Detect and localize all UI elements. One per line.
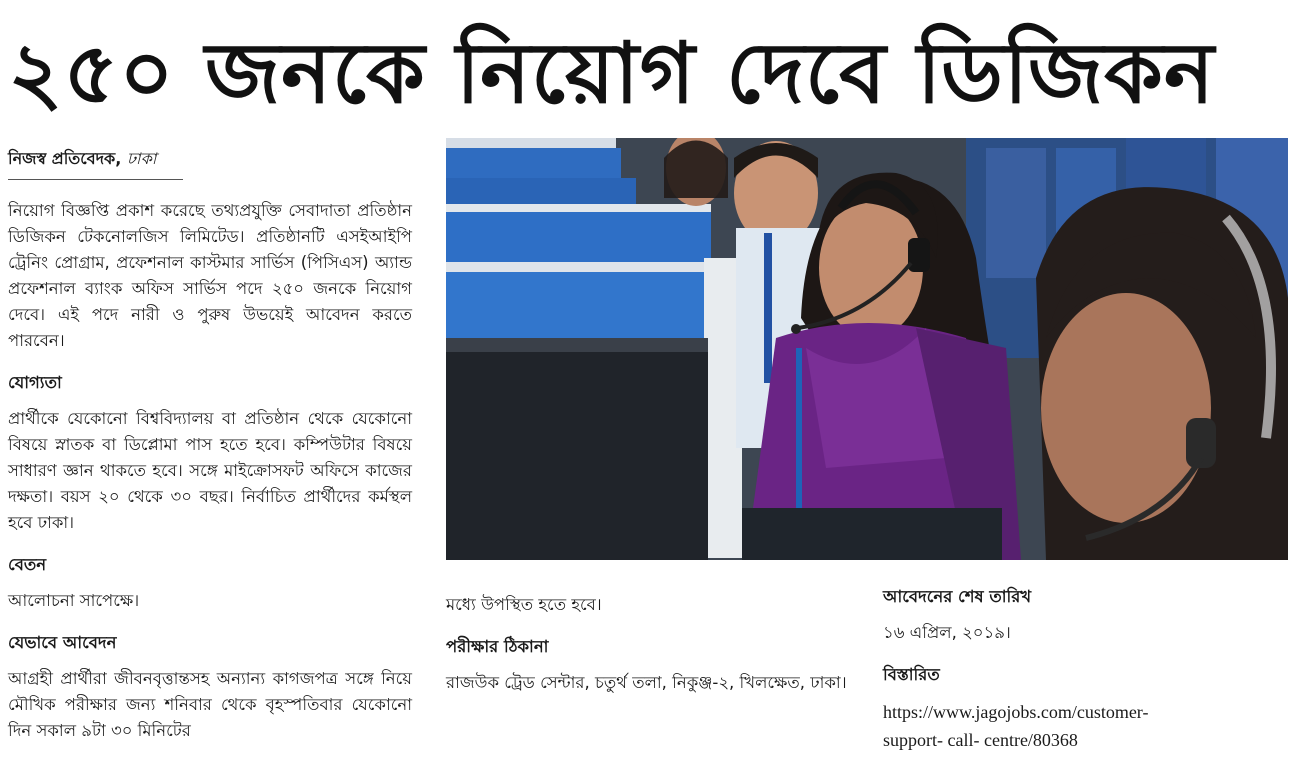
qualification-heading: যোগ্যতা (8, 373, 62, 392)
article-column-3 (883, 584, 1295, 754)
exam-address-heading: পরীক্ষার ঠিকানা (446, 637, 549, 656)
exam-address-text: রাজউক ট্রেড সেন্টার, চতুর্থ তলা, নিকুঞ্জ-২, খিলক্ষেত, ঢাকা। (446, 673, 847, 692)
how-to-apply-heading: যেভাবে আবেদন (8, 633, 117, 652)
qualification-text: প্রার্থীকে যেকোনো বিশ্ববিদ্যালয় বা প্রতিষ্ঠান থেকে যেকোনো বিষয়ে স্নাতক বা ডিপ্লোমা পাস হতে হবে। কম্পিউটার বিষয়ে সাধারণ জ্ঞান থাকতে হবে। সঙ্গে মাইক্রোসফট অফিসে কাজের দক্ষতা। বয়স ২০ থেকে ৩০ বছর। নির্বাচিত প্রার্থীদের কর্মস্থল হবে ঢাকা। (8, 409, 412, 532)
salary-heading: বেতন (8, 555, 47, 574)
details-heading: বিস্তারিত (883, 665, 940, 684)
deadline-heading: আবেদনের শেষ তারিখ (883, 587, 1032, 606)
how-to-apply-continuation: মধ্যে উপস্থিত হতে হবে। (446, 595, 602, 614)
article-photo (446, 138, 1288, 560)
details-url-line-2: support- call- centre/80368 (883, 730, 1078, 750)
byline-place: ঢাকা (126, 149, 157, 168)
byline (8, 146, 183, 180)
details-url-line-1: https://www.jagojobs.com/customer- (883, 702, 1149, 722)
article-column-2 (446, 592, 851, 696)
salary-text: আলোচনা সাপেক্ষে। (8, 591, 140, 610)
intro-paragraph: নিয়োগ বিজ্ঞপ্তি প্রকাশ করেছে তথ্যপ্রযুক্তি সেবাদাতা প্রতিষ্ঠান ডিজিকন টেকনোলজিস লিমিটেড। প্রতিষ্ঠানটি এসইআইপি ট্রেনিং প্রোগ্রাম, প্রফেশনাল কাস্টমার সার্ভিস (পিসিএস) অ্যান্ড প্রফেশনাল ব্যাংক অফিস সার্ভিস পদে ২৫০ জনকে নিয়োগ দেবে। এই পদে নারী ও পুরুষ উভয়েই আবেদন করতে পারবেন। (8, 201, 412, 350)
byline-reporter: নিজস্ব প্রতিবেদক, (8, 149, 122, 168)
article-column-1 (8, 198, 412, 744)
deadline-text: ১৬ এপ্রিল, ২০১৯। (883, 623, 1011, 642)
headline: ২৫০ জনকে নিয়োগ দেবে ডিজিকন (8, 24, 1216, 122)
how-to-apply-text: আগ্রহী প্রার্থীরা জীবনবৃত্তান্তসহ অন্যান্য কাগজপত্র সঙ্গে নিয়ে মৌখিক পরীক্ষার জন্য শনিবার থেকে বৃহস্পতিবার যেকোনো দিন সকাল ৯টা ৩০ মিনিটের (8, 669, 412, 740)
